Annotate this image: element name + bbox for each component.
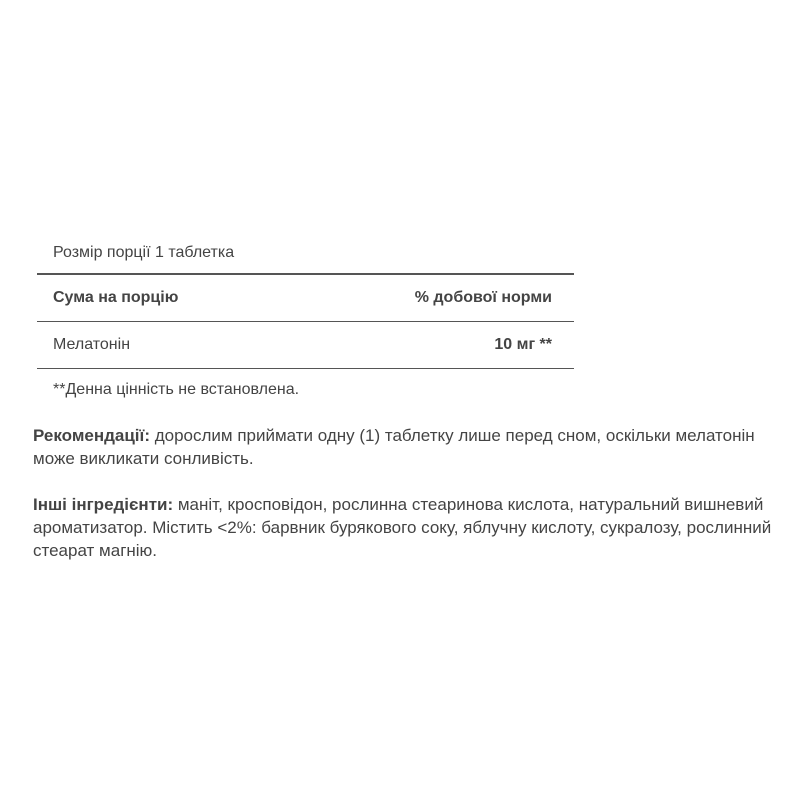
supplement-facts-table xyxy=(37,232,574,399)
serving-size: Розмір порції 1 таблетка xyxy=(53,244,235,261)
other-ingredients-label: Інші інгредієнти: xyxy=(33,495,174,514)
other-ingredients-text: маніт, кросповідон, рослинна стеаринова кислота, натуральний вишневий ароматизатор. Містить <2%: барвник бурякового соку, яблучну кислоту, сукралозу, рослинний стеарат магнію. xyxy=(33,495,772,560)
amount-per-serving-header: Сума на порцію xyxy=(53,289,179,306)
footnote: **Денна цінність не встановлена. xyxy=(53,381,300,398)
other-ingredients-paragraph xyxy=(33,493,773,562)
daily-value-header: % добової норми xyxy=(414,289,552,306)
recommendations-text: дорослим приймати одну (1) таблетку лише перед сном, оскільки мелатонін може викликати сонливість. xyxy=(33,426,755,468)
recommendations-paragraph xyxy=(33,424,773,470)
ingredient-name: Мелатонін xyxy=(53,336,131,353)
table-row xyxy=(37,322,574,368)
ingredient-amount: 10 мг ** xyxy=(494,336,552,353)
table-header xyxy=(37,275,574,321)
recommendations-label: Рекомендації: xyxy=(33,426,150,445)
